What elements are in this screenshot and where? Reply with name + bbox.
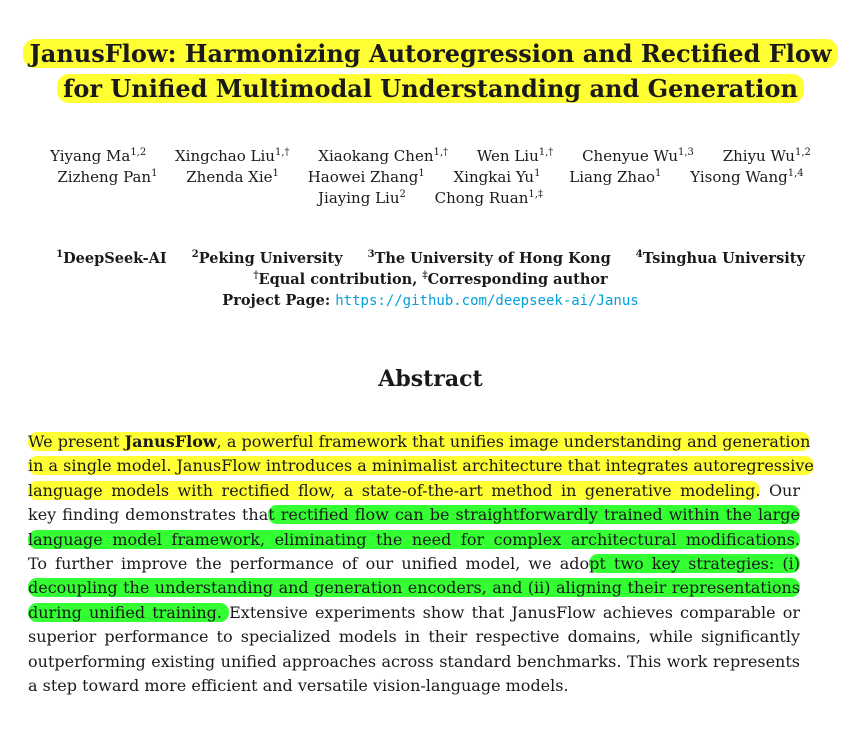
abstract-line: language model framework, eliminating the need for complex architectural modifications. [28, 529, 800, 549]
abstract-line: during unified training. Extensive experiments show that JanusFlow achieves comparable or [28, 602, 801, 622]
author: Xiaokang Chen$^{1,\dagger}$ [318, 147, 449, 165]
author: Liang Zhao$^1$ [569, 168, 662, 186]
abstract-line: outperforming existing unified approaches across standard benchmarks. This work represents [28, 651, 800, 671]
affiliation: $^4$Tsinghua University [635, 249, 805, 267]
author: Haowei Zhang$^1$ [307, 168, 425, 186]
author: Xingkai Yu$^1$ [453, 168, 541, 186]
abstract-line: decoupling the understanding and generation encoders, and (ii) aligning their representations [28, 578, 800, 598]
abstract-line: To further improve the performance of our unified model, we adopt two key strategies: (i) [28, 554, 800, 574]
title-line-1: JanusFlow: Harmonizing Autoregression and Rectified Flow [23, 39, 837, 68]
author: Jiaying Liu$^2$ [318, 189, 406, 207]
abstract-line: language models with rectified flow, a state-of-the-art method in generative modeling. Our [28, 480, 801, 500]
abstract-line: We present JanusFlow, a powerful framework that unifies image understanding and generation [28, 432, 811, 451]
author: Zhiyu Wu$^{1,2}$ [722, 147, 811, 165]
author: Yiyang Ma$^{1,2}$ [50, 147, 147, 165]
abstract-body [28, 430, 814, 698]
author: Zhenda Xie$^1$ [186, 168, 279, 186]
author-row-1 [20, 146, 841, 167]
author: Xingchao Liu$^{1,\dagger}$ [175, 147, 290, 165]
author: Zizheng Pan$^1$ [57, 168, 158, 186]
project-page-link[interactable]: https://github.com/deepseek-ai/Janus [335, 293, 639, 309]
author: Yisong Wang$^{1,4}$ [690, 168, 804, 186]
affiliation: $^2$Peking University [191, 249, 343, 267]
project-page-label: Project Page: [222, 292, 331, 309]
author-row-2 [20, 167, 841, 188]
affiliation: $^1$DeepSeek-AI [56, 249, 167, 267]
author: Chong Ruan$^{1,\ddagger}$ [434, 189, 543, 207]
abstract-line: in a single model. JanusFlow introduces a minimalist architecture that integrates autoregressive [28, 456, 814, 476]
abstract-line: superior performance to specialized models in their respective domains, while significantly [28, 627, 800, 647]
paper-title [20, 36, 841, 106]
author-row-3 [20, 188, 841, 209]
author: Wen Liu$^{1,\dagger}$ [476, 147, 554, 165]
abstract-line: a step toward more efficient and versatile vision-language models. [28, 676, 569, 696]
abstract-line: key finding demonstrates that rectified flow can be straightforwardly trained within the large [28, 505, 800, 525]
contribution-note: †Equal contribution, ‡Corresponding author [253, 270, 608, 288]
author: Chenyue Wu$^{1,3}$ [582, 147, 694, 165]
abstract-heading: Abstract [378, 366, 483, 392]
author-list [20, 146, 841, 209]
affiliation: $^3$The University of Hong Kong [367, 249, 611, 267]
title-line-2: for Unified Multimodal Understanding and Generation [57, 74, 804, 103]
affiliations [20, 248, 841, 312]
affiliation-row [20, 248, 841, 269]
project-page [20, 290, 841, 312]
